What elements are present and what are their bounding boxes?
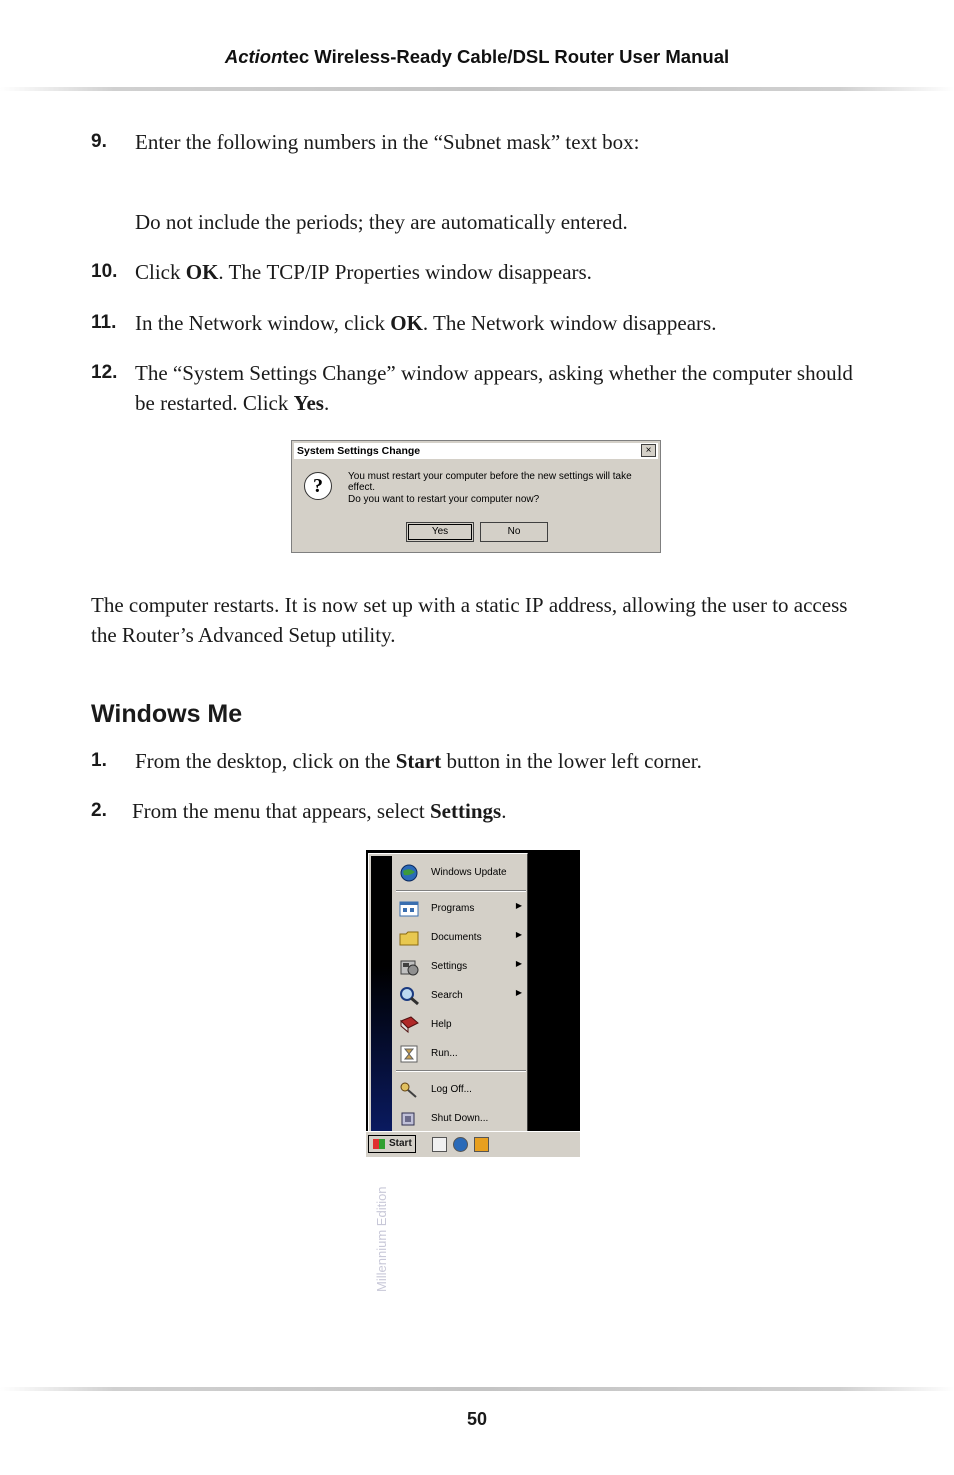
yes-button[interactable]: Yes	[406, 522, 474, 542]
menu-separator	[396, 1070, 526, 1072]
help-book-icon	[398, 1015, 420, 1035]
step-text	[135, 358, 875, 418]
menu-item-label: Documents	[431, 932, 482, 943]
start-menu-screenshot	[366, 850, 580, 1381]
note-text: Do not include the periods; they are automatically entered.	[135, 210, 628, 234]
internet-explorer-icon[interactable]	[453, 1137, 468, 1152]
run-icon	[398, 1044, 420, 1064]
dialog-title: System Settings Change	[297, 445, 421, 457]
page-number: 50	[466, 1409, 488, 1429]
menu-item-documents[interactable]	[394, 923, 527, 952]
step-text	[135, 257, 875, 287]
menu-item-help[interactable]	[394, 1010, 527, 1039]
header-rule	[0, 87, 954, 91]
text-run: .	[323, 391, 330, 415]
menu-item-label: Search	[431, 990, 463, 1001]
globe-icon	[398, 863, 420, 883]
menu-item-label: Shut Down...	[431, 1113, 489, 1124]
step-text	[132, 796, 872, 826]
magnifier-icon	[398, 986, 420, 1006]
menu-item-search[interactable]	[394, 981, 527, 1010]
start-button[interactable]	[368, 1135, 416, 1153]
section-heading: Windows Me	[91, 700, 243, 728]
step-number: 1.	[91, 750, 107, 771]
media-player-icon[interactable]	[474, 1137, 489, 1152]
menu-banner	[371, 856, 392, 1381]
system-settings-change-dialog	[291, 440, 661, 553]
taskbar	[366, 1131, 580, 1157]
menu-item-shut-down[interactable]	[394, 1104, 527, 1133]
dialog-message: You must restart your computer before the new settings will take effect.	[348, 471, 632, 493]
banner-edition: Millennium Edition	[374, 1186, 389, 1292]
menu-item-windows-update[interactable]	[394, 858, 527, 887]
menu-item-settings[interactable]	[394, 952, 527, 981]
key-icon	[398, 1080, 420, 1100]
menu-item-label: Windows Update	[431, 867, 507, 878]
menu-item-label: Run...	[431, 1048, 458, 1059]
running-header	[0, 46, 954, 68]
menu-item-log-off[interactable]	[394, 1075, 527, 1104]
menu-item-run[interactable]	[394, 1039, 527, 1068]
text-run: address, allowing the user to access the Router’s Advanced Setup utility.	[91, 593, 848, 647]
text-run: The “System Settings Change” window appears, asking whether the computer should be restarted. Click	[135, 361, 853, 415]
text-run: . The	[218, 260, 267, 284]
text-run: From the menu that appears, select	[132, 799, 430, 823]
step-number: 2.	[91, 800, 107, 821]
menu-item-label: Programs	[431, 903, 475, 914]
step-text: Enter the following numbers in the “Subnet mask” text box:	[135, 130, 640, 154]
start-button-label: Start	[389, 1138, 412, 1149]
brand-italic: Action	[224, 46, 283, 67]
question-icon: ?	[304, 472, 332, 500]
submenu-arrow-icon: ▶	[515, 988, 522, 997]
desktop-icon[interactable]	[432, 1137, 447, 1152]
no-button[interactable]: No	[480, 522, 548, 542]
text-run: .	[501, 799, 507, 823]
menu-item-label: Settings	[431, 961, 468, 972]
text-run: button in the lower left corner.	[441, 749, 702, 773]
settings-label: Settings	[430, 799, 502, 823]
restart-paragraph	[91, 590, 871, 650]
ok-label: OK	[185, 260, 219, 284]
banner-windows: Windows	[373, 1315, 390, 1381]
step-number: 12.	[91, 362, 118, 383]
ip-label: IP	[524, 593, 544, 617]
close-icon[interactable]: ×	[641, 444, 656, 457]
text-run: From the desktop, click on the	[135, 749, 396, 773]
dialog-question: Do you want to restart your computer now?	[348, 494, 540, 505]
programs-icon	[398, 899, 420, 919]
ok-label: OK	[390, 311, 423, 335]
submenu-arrow-icon: ▶	[515, 901, 522, 910]
text-run: Properties window disappears.	[329, 260, 592, 284]
tcpip-label: TCP/IP	[266, 260, 330, 284]
footer-rule	[0, 1387, 954, 1391]
step-text	[135, 746, 875, 776]
text-run: Click	[135, 260, 186, 284]
step-text	[135, 308, 875, 338]
start-label: Start	[395, 749, 442, 773]
step-number: 10.	[91, 261, 118, 282]
step-number: 11.	[91, 312, 117, 333]
dialog-titlebar	[294, 443, 658, 460]
text-run: The computer restarts. It is now set up with a static	[91, 593, 525, 617]
menu-separator	[396, 890, 526, 892]
text-run: . The Network window disappears.	[422, 311, 717, 335]
settings-icon	[398, 957, 420, 977]
text-run: In the Network window, click	[135, 311, 391, 335]
yes-label: Yes	[293, 391, 324, 415]
folder-icon	[398, 928, 420, 948]
windows-logo-icon	[373, 1139, 385, 1149]
step-number: 9.	[91, 131, 107, 152]
menu-item-programs[interactable]	[394, 894, 527, 923]
header-title-text: tec Wireless-Ready Cable/DSL Router User Manual	[282, 46, 730, 67]
banner-me: Me	[373, 1295, 389, 1316]
menu-item-label: Help	[431, 1019, 452, 1030]
menu-item-label: Log Off...	[431, 1084, 472, 1095]
submenu-arrow-icon: ▶	[515, 930, 522, 939]
submenu-arrow-icon: ▶	[515, 959, 522, 968]
shutdown-icon	[398, 1109, 420, 1129]
